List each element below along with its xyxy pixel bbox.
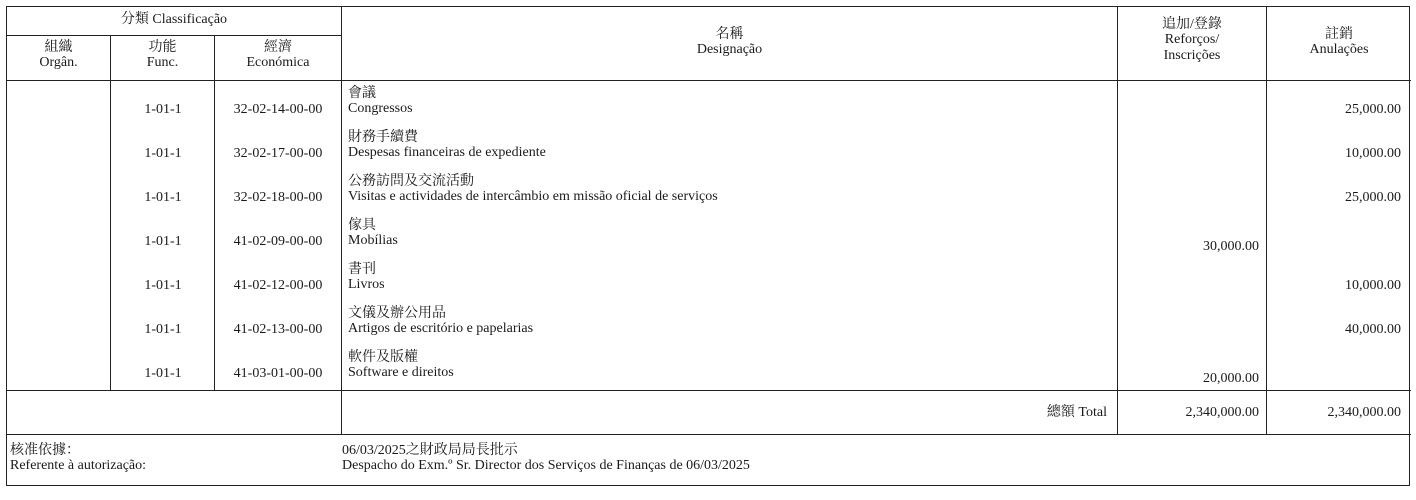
footer-label-pt: Referente à autorização: xyxy=(10,458,147,474)
cell-econ: 41-02-12-00-00 xyxy=(233,278,323,293)
header-func-pt: Func. xyxy=(146,55,179,71)
cell-designacao xyxy=(348,262,385,293)
cell-econ: 32-02-18-00-00 xyxy=(233,190,323,205)
footer-authorization xyxy=(342,443,750,474)
footer-label-zh: 核准依據： xyxy=(10,443,80,458)
desig-pt: Software e direitos xyxy=(348,365,454,381)
cell-econ: 41-02-09-00-00 xyxy=(233,234,323,249)
desig-zh: 公務訪問及交流活動 xyxy=(348,174,474,189)
desig-zh: 會議 xyxy=(348,86,376,101)
cell-func: 1-01-1 xyxy=(144,190,182,205)
cell-reforco: 20,000.00 xyxy=(1203,371,1259,386)
header-econ-pt: Económica xyxy=(246,55,310,71)
header-sub-divider xyxy=(7,35,341,36)
cell-func: 1-01-1 xyxy=(144,366,182,381)
footer-text-zh: 06/03/2025之財政局局長批示 xyxy=(342,443,518,458)
header-organ-zh: 組織 xyxy=(44,40,73,55)
total-anulacoes: 2,340,000.00 xyxy=(1327,405,1401,420)
cell-designacao xyxy=(348,86,413,117)
cell-econ: 41-02-13-00-00 xyxy=(233,322,323,337)
total-reforcos: 2,340,000.00 xyxy=(1185,405,1259,420)
cell-func: 1-01-1 xyxy=(144,102,182,117)
header-anu-pt: Anulações xyxy=(1309,42,1369,58)
header-func-zh: 功能 xyxy=(148,40,177,55)
cell-func: 1-01-1 xyxy=(144,322,182,337)
header-reforcos xyxy=(1118,17,1266,63)
desig-zh: 軟件及版權 xyxy=(348,350,418,365)
cell-econ: 41-03-01-00-00 xyxy=(233,366,323,381)
cell-func: 1-01-1 xyxy=(144,146,182,161)
cell-func: 1-01-1 xyxy=(144,234,182,249)
table-row xyxy=(7,347,1411,391)
header-bottom-border xyxy=(7,80,1411,81)
header-ref-zh: 追加/登錄 xyxy=(1162,17,1222,32)
total-bottom-border xyxy=(7,434,1411,435)
cell-designacao xyxy=(348,350,454,381)
desig-zh: 傢具 xyxy=(348,218,376,233)
budget-table xyxy=(6,6,1410,486)
header-anulacoes xyxy=(1267,27,1411,58)
cell-anulacao: 25,000.00 xyxy=(1345,102,1401,117)
cell-reforco: 30,000.00 xyxy=(1203,239,1259,254)
table-row xyxy=(7,171,1411,215)
header-desig-zh: 名稱 xyxy=(715,27,744,42)
cell-anulacao: 10,000.00 xyxy=(1345,146,1401,161)
cell-func: 1-01-1 xyxy=(144,278,182,293)
desig-pt: Livros xyxy=(348,277,385,293)
table-row xyxy=(7,259,1411,303)
header-designacao xyxy=(342,27,1117,58)
header-ref-pt1: Reforços/ xyxy=(1164,32,1220,48)
header-func xyxy=(111,40,214,71)
desig-pt: Visitas e actividades de intercâmbio em missão oficial de serviços xyxy=(348,189,718,205)
total-label: 總額 Total xyxy=(1046,405,1107,420)
header-desig-pt: Designação xyxy=(696,42,763,58)
cell-econ: 32-02-17-00-00 xyxy=(233,146,323,161)
desig-pt: Congressos xyxy=(348,101,413,117)
footer-text-pt: Despacho do Exm.º Sr. Director dos Serviços de Finanças de 06/03/2025 xyxy=(342,458,750,474)
cell-anulacao: 40,000.00 xyxy=(1345,322,1401,337)
desig-pt: Mobílias xyxy=(348,233,398,249)
header-classificacao-text: 分類 Classificação xyxy=(120,12,228,27)
header-organ xyxy=(7,40,110,71)
table-row xyxy=(7,83,1411,127)
header-ref-pt2: Inscrições xyxy=(1163,47,1221,63)
cell-anulacao: 25,000.00 xyxy=(1345,190,1401,205)
header-econ-zh: 經濟 xyxy=(264,40,292,55)
table-row xyxy=(7,215,1411,259)
cell-designacao xyxy=(348,306,533,337)
header-classificacao xyxy=(7,12,341,27)
cell-designacao xyxy=(348,218,398,249)
desig-zh: 書刊 xyxy=(348,262,376,277)
cell-designacao xyxy=(348,130,546,161)
desig-zh: 文儀及辦公用品 xyxy=(348,306,446,321)
header-econ xyxy=(215,40,341,71)
cell-designacao xyxy=(348,174,718,205)
table-row xyxy=(7,303,1411,347)
cell-econ: 32-02-14-00-00 xyxy=(233,102,323,117)
table-row xyxy=(7,127,1411,171)
cell-anulacao: 10,000.00 xyxy=(1345,278,1401,293)
desig-pt: Despesas financeiras de expediente xyxy=(348,145,546,161)
header-anu-zh: 註銷 xyxy=(1325,27,1353,42)
footer-label xyxy=(10,443,146,474)
header-organ-pt: Orgân. xyxy=(39,55,78,71)
desig-pt: Artigos de escritório e papelarias xyxy=(348,321,534,337)
desig-zh: 財務手續費 xyxy=(348,130,418,145)
